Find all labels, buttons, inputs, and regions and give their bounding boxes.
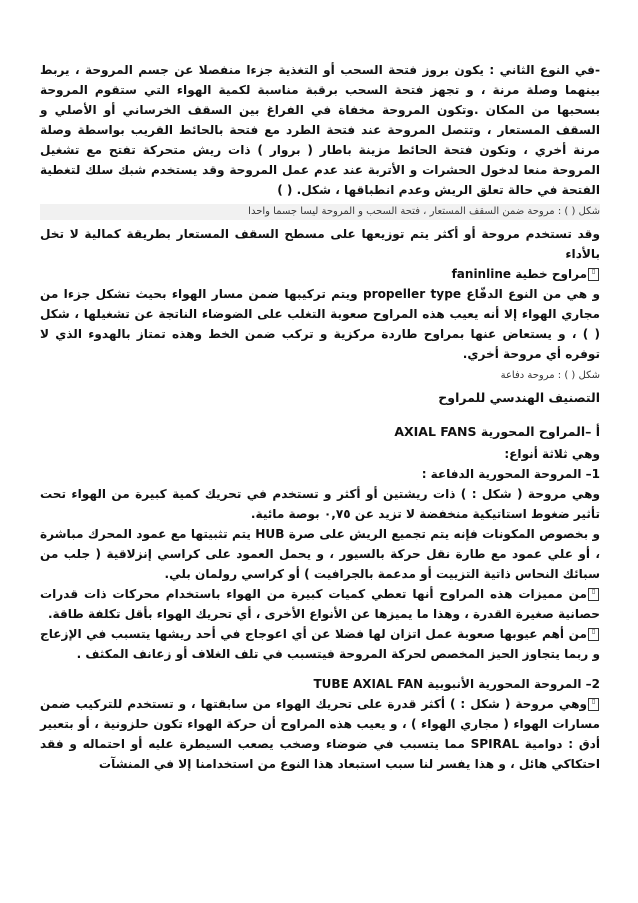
paragraph-propeller: و هي من النوع الدفّاع propeller type ويتم تركيبها ضمن مسار الهواء بحيث تشكل جزءا من مجاري الهواء إلا أنه يعيب هذه المراوح صعوبة التغلب على الضوضاء الناتجة عن تشغيلها ، شكل ( ) ، و يستعاض عنها بمراوح طاردة مركزية و تركب ضمن الخط وهذه تمتاز بالهدوء الذي لا توفره أي مروحة أخري. <box>40 287 600 361</box>
missing-glyph-icon: ▯ <box>588 268 599 281</box>
paragraph-types: وهي ثلاثة أنواع: <box>504 447 600 461</box>
document-page <box>40 60 600 774</box>
heading-classification: التصنيف الهندسي للمراوح <box>438 390 600 405</box>
heading-tube-axial: 2– المروحة المحورية الأنبوبية TUBE AXIAL FAN <box>313 677 600 691</box>
paragraph-type2: -في النوع الثاني : يكون بروز فتحة السحب أو التغذية جزءا منفصلا عن جسم المروحة ، يربط بينهما وصلة مرنة ، و تجهز فتحة السحب برقبة مناسبة لكمية الهواء التي ستقوم المروحة بسحبها من المكان .وتكون المروحة مخفاة في الفراغ بين السقف الخرساني أو الأصلي و السقف المستعار ، وتتصل المروحة عند فتحة الطرد مع فتحة بالحائط القريب بواسطة وصلة مرنة أخري ، وتكون فتحة الحائط مزينة باطار ( بروار ) ذات ريش متحركة تفتح مع تشغيل المروحة منعا لدخول الحشرات و الأتربة عند عدم عمل المروحة وقد يستخدم شبك سلك لتغطية الفتحة في حالة تعلق الريش وعدم انطباقها ، شكل. ( ) <box>40 63 600 197</box>
missing-glyph-icon: ▯ <box>588 588 599 601</box>
missing-glyph-icon: ▯ <box>588 698 599 711</box>
paragraph-hub: و بخصوص المكونات فإنه يتم تجميع الريش على صرة HUB يتم تثبيتها مع عمود المحرك مباشرة ، أو علي عمود مع طارة نقل حركة بالسيور ، و يحمل العمود على كراسي إنزلاقية ( جلب من سبائك النحاس ذاتية التزييت أو مدعمة بالجرافيت ) أو كراسي رولمان بلي. <box>40 527 600 581</box>
heading-axial-fans: أ –المراوح المحورية AXIAL FANS <box>394 424 600 439</box>
missing-glyph-icon: ▯ <box>588 628 599 641</box>
heading-propeller-fan: 1– المروحة المحورية الدفاعة : <box>421 467 600 481</box>
paragraph-multi-fans: وقد تستخدم مروحة أو أكثر يتم توزيعها على مسطح السقف المستعار بطريقة كمالية لا تخل بالأداء <box>40 227 600 261</box>
caption-ceiling-fan: شكل ( ) : مروحة ضمن السقف المستعار ، فتحة السحب و المروحة ليسا جسما واحدا <box>40 204 600 220</box>
paragraph-advantages: ▯من مميزات هذه المراوح أنها تعطي كميات كبيرة من الهواء باستخدام محركات ذات قدرات حصانية صغيرة القدرة ، وهذا ما يميزها عن الأنواع الأخرى ، أي تحريك الهواء بأقل تكلفة طاقة. <box>40 587 600 621</box>
paragraph-propeller-fan: وهي مروحة ( شكل : ) ذات ريشتين أو أكثر و تستخدم في تحريك كمية كبيرة من الهواء تحت تأثير ضغوط استاتيكية منخفضة لا تزيد عن ٠,٧٥ بوصة مائية. <box>40 487 600 521</box>
heading-faninline: ▯مراوح خطية faninline <box>40 264 600 284</box>
caption-pusher-fan: شكل ( ) : مروحة دفاعة <box>500 370 600 381</box>
paragraph-tube-axial: ▯وهي مروحة ( شكل : ) أكثر قدرة على تحريك الهواء من سابقتها ، و تستخدم للتركيب ضمن مسارات الهواء ( مجاري الهواء ) ، و يعيب هذه المراوح أن حركة الهواء تكون حلزونية ، أو بتعبير أدق : دوامية SPIRAL مما يتسبب في ضوضاء وصخب يصعب السيطرة عليه أو احتماله و فقد احتكاكي هائل ، و هذا يفسر لنا سبب استبعاد هذا النوع من استخدامنا إلا في المنشآت <box>40 697 600 771</box>
paragraph-disadvantages: ▯من أهم عيوبها صعوبة عمل اتزان لها فضلا عن أي اعوجاج في أحد ريشها يتسبب في الإزعاج و ربما يتجاوز الحيز المخصص لحركة المروحة فيتسبب في تلف الغلاف أو زعانف المكثف . <box>40 627 600 661</box>
